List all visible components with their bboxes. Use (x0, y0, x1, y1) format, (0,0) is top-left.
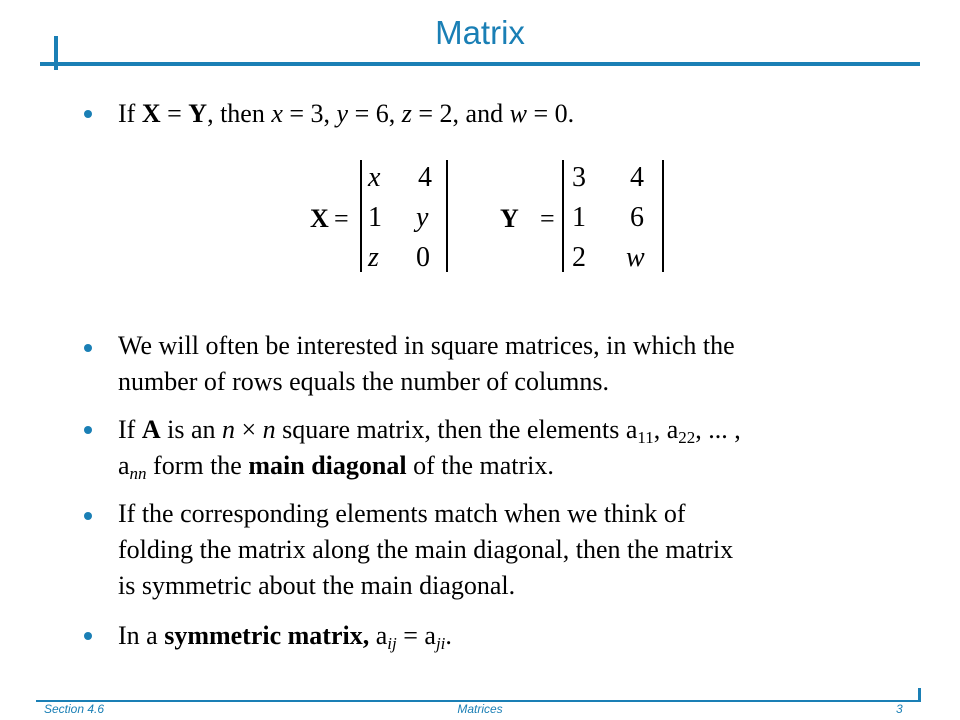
bullet-2-line-1: We will often be interested in square matrices, in which the (118, 331, 735, 360)
text-run: × (235, 415, 263, 444)
matrix-y-cell: 3 (572, 162, 586, 193)
text-run: n (262, 415, 276, 444)
matrix-y-left-bracket (562, 160, 572, 272)
footer-rule-tick (918, 688, 921, 702)
footer-topic: Matrices (457, 702, 503, 716)
bullet-4-line-3: is symmetric about the main diagonal. (118, 571, 516, 600)
matrix-x-cell: z (368, 242, 379, 273)
text-run: , ... , (695, 415, 741, 444)
bullet-3-line-2 (118, 450, 554, 482)
footer-section: Section 4.6 (44, 702, 105, 716)
text-run: , a (653, 415, 679, 444)
text-run: In a (118, 621, 165, 650)
text-run: = 3, (282, 99, 337, 128)
matrix-y-cell: 6 (630, 202, 644, 233)
text-run: = 6, (348, 99, 402, 128)
matrix-y-cell: 4 (630, 162, 644, 193)
text-run: . (445, 621, 452, 650)
matrix-x-cell: 1 (368, 202, 382, 233)
text-run: square matrix, then the elements a (275, 415, 638, 444)
matrix-x-cell: 0 (416, 242, 430, 273)
bullet-dot (84, 632, 92, 640)
matrix-y-cell: 1 (572, 202, 586, 233)
matrix-y-label: Y (500, 204, 519, 233)
matrix-x-right-bracket (438, 160, 448, 272)
matrix-equations (300, 160, 680, 280)
text-run: symmetric matrix, (164, 621, 370, 650)
text-run: is an (160, 415, 222, 444)
bullet-dot (84, 512, 92, 520)
text-run: X (141, 99, 161, 128)
footer-page-number: 3 (896, 702, 903, 716)
text-run: = 2, and (411, 99, 510, 128)
text-run: a (118, 451, 130, 480)
matrix-x-cell: y (416, 202, 429, 233)
bullet-3-line-1 (118, 414, 741, 446)
text-run: of the matrix. (406, 451, 554, 480)
text-run: A (141, 415, 161, 444)
matrix-x-cell: 4 (418, 162, 432, 193)
text-run: w (509, 99, 527, 128)
text-run: Y (188, 99, 208, 128)
matrix-x-equals: = (334, 204, 349, 233)
text-run: z (401, 99, 412, 128)
text-run: ji (435, 634, 446, 653)
bullet-dot (84, 110, 92, 118)
bullet-1-text (118, 98, 574, 130)
text-run: If (118, 415, 142, 444)
text-run: ij (387, 634, 397, 653)
text-run: nn (129, 464, 147, 483)
text-run: a (369, 621, 388, 650)
text-run: 11 (637, 428, 654, 447)
matrix-y-equals: = (540, 204, 555, 233)
title-rule (40, 62, 920, 66)
text-run: main diagonal (248, 451, 407, 480)
text-run: y (336, 99, 349, 128)
bullet-4-line-2: folding the matrix along the main diagonal, then the matrix (118, 535, 734, 564)
text-run: If (118, 99, 142, 128)
text-run: x (271, 99, 283, 128)
text-run: = (160, 99, 189, 128)
text-run: 22 (678, 428, 696, 447)
text-run: , then (207, 99, 272, 128)
bullet-4-line-1: If the corresponding elements match when we think of (118, 499, 686, 528)
bullet-5-text (118, 620, 452, 652)
matrix-x-cell: x (368, 162, 381, 193)
bullet-dot (84, 426, 92, 434)
page-title: Matrix (435, 14, 525, 51)
text-run: n (222, 415, 235, 444)
matrix-y-cell: w (626, 242, 645, 273)
text-run: form the (146, 451, 249, 480)
matrix-y-right-bracket (654, 160, 664, 272)
text-run: = 0. (526, 99, 575, 128)
bullet-2-line-2: number of rows equals the number of columns. (118, 367, 610, 396)
matrix-y-cell: 2 (572, 242, 586, 273)
matrix-x-label: X (310, 204, 329, 233)
text-run: = a (396, 621, 436, 650)
bullet-dot (84, 344, 92, 352)
